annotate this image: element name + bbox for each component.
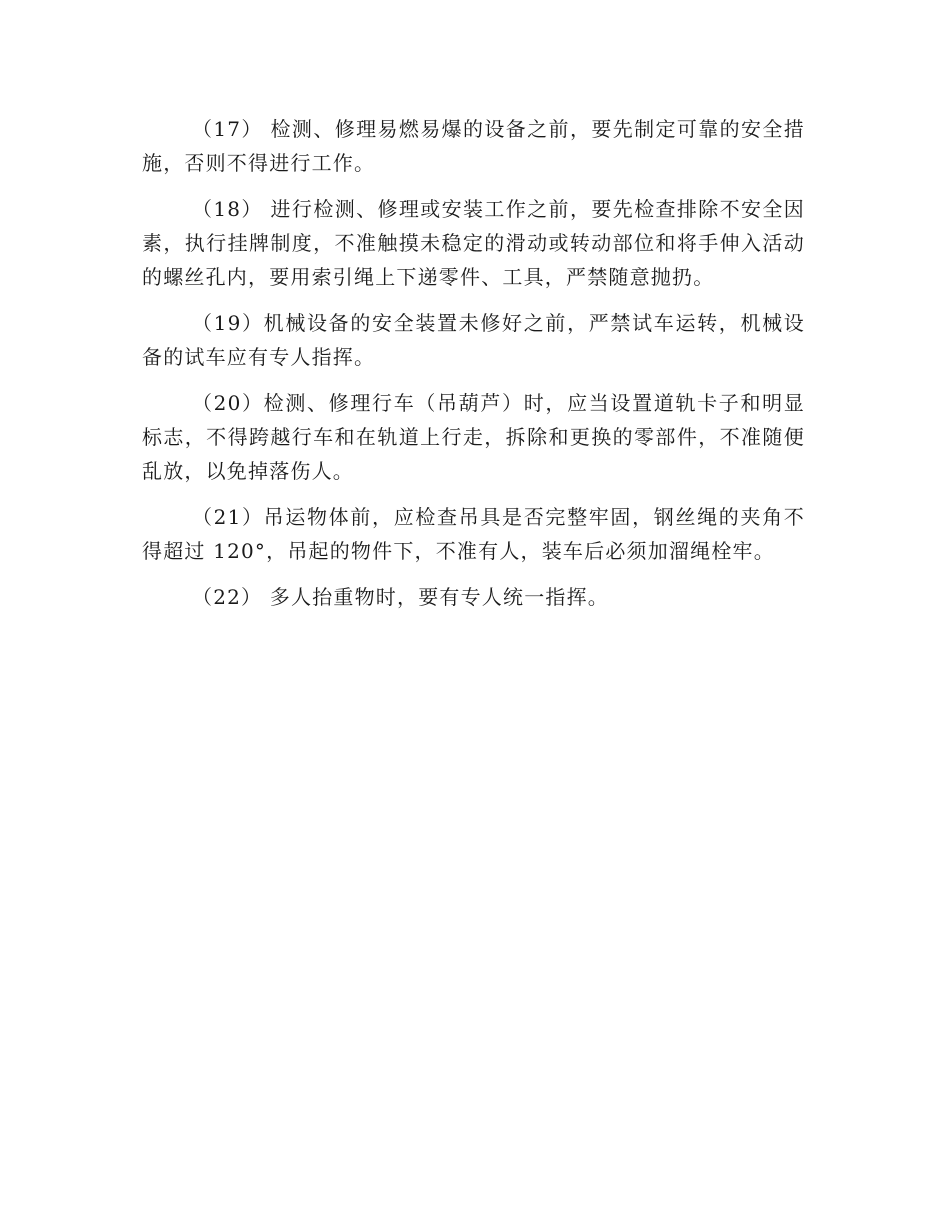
paragraph-21: （21）吊运物体前，应检查吊具是否完整牢固，钢丝绳的夹角不得超过 120°，吊起的物件下，不准有人，装车后必须加溜绳栓牢。 (142, 505, 805, 563)
paragraph-17: （17） 检测、修理易燃易爆的设备之前，要先制定可靠的安全措施，否则不得进行工作。 (142, 117, 805, 175)
paragraph-18: （18） 进行检测、修理或安装工作之前，要先检查排除不安全因素，执行挂牌制度，不准触摸未稳定的滑动或转动部位和将手伸入活动的螺丝孔内，要用索引绳上下递零件、工具，严禁随意抛扔。 (142, 197, 805, 289)
paragraph-20: （20）检测、修理行车（吊葫芦）时，应当设置道轨卡子和明显标志，不得跨越行车和在轨道上行走，拆除和更换的零部件，不准随便乱放，以免掉落伤人。 (142, 391, 805, 483)
document-body (142, 112, 805, 626)
paragraph-19: （19）机械设备的安全装置未修好之前，严禁试车运转，机械设备的试车应有专人指挥。 (142, 311, 805, 369)
paragraph-22: （22） 多人抬重物时，要有专人统一指挥。 (192, 585, 610, 609)
